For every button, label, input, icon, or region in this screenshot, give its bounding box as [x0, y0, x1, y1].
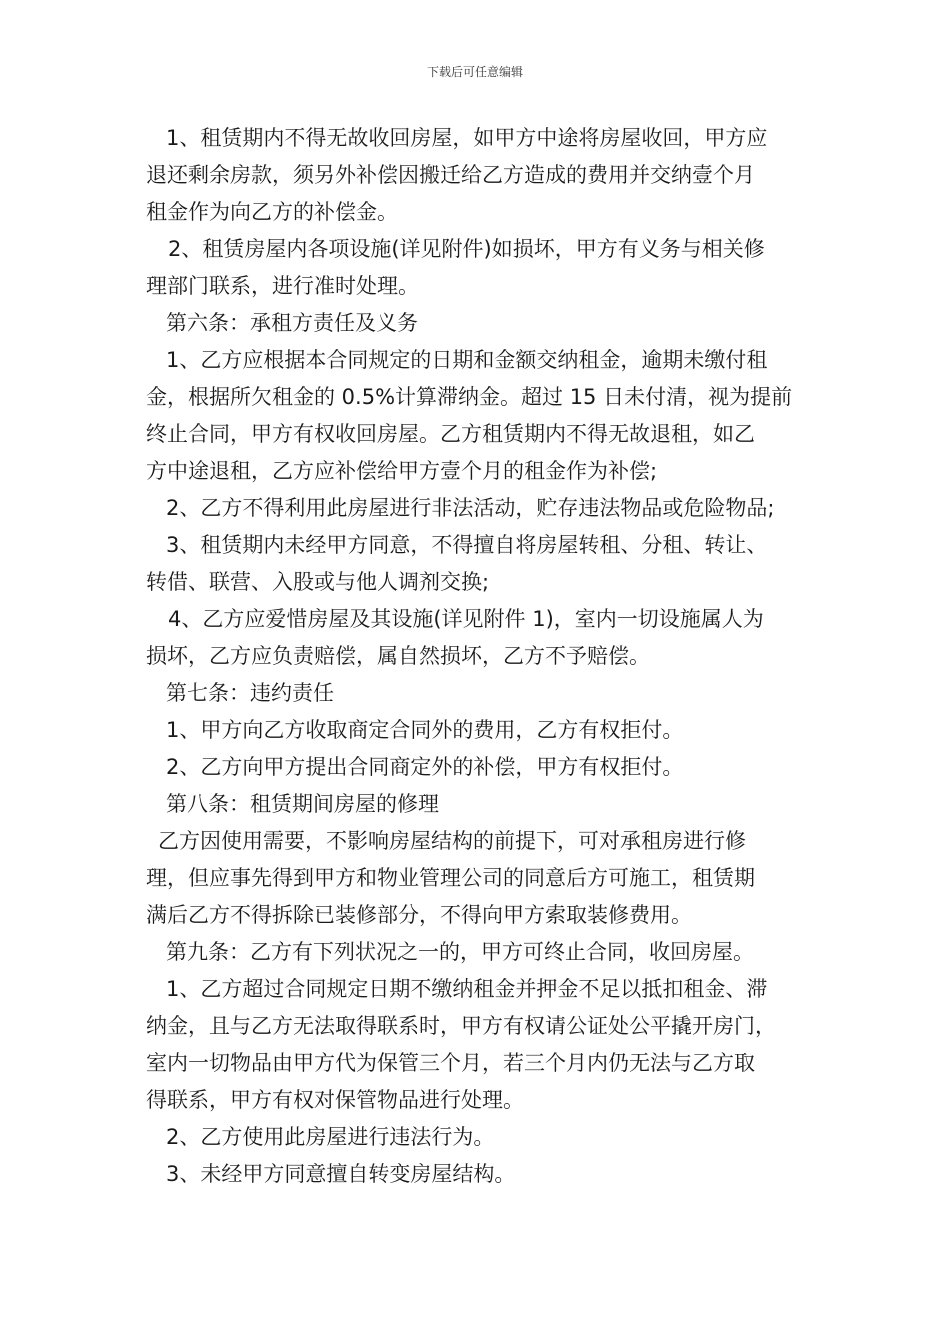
- document-line: 理部门联系，进行准时处理。: [146, 274, 419, 298]
- document-line: 金，根据所欠租金的 0.5%计算滞纳金。超过 15 日未付清，视为提前: [146, 385, 793, 409]
- document-line: 3、租赁期内未经甲方同意，不得擅自将房屋转租、分租、转让、: [166, 533, 768, 557]
- document-line: 第九条：乙方有下列状况之一的，甲方可终止合同，收回房屋。: [166, 940, 754, 964]
- document-line: 理，但应事先得到甲方和物业管理公司的同意后方可施工，租赁期: [146, 866, 755, 890]
- document-line: 3、未经甲方同意擅自转变房屋结构。: [166, 1162, 516, 1186]
- document-line: 方中途退租，乙方应补偿给甲方壹个月的租金作为补偿;: [146, 459, 658, 483]
- document-line: 纳金，且与乙方无法取得联系时，甲方有权请公证处公平撬开房门，: [146, 1014, 776, 1038]
- document-line: 2、乙方使用此房屋进行违法行为。: [166, 1125, 495, 1149]
- document-line: 损坏，乙方应负责赔偿，属自然损坏，乙方不予赔偿。: [146, 644, 650, 668]
- document-line: 2、租赁房屋内各项设施(详见附件)如损坏，甲方有义务与相关修: [168, 237, 765, 261]
- page-header: 下载后可任意编辑: [426, 65, 523, 79]
- document-line: 1、甲方向乙方收取商定合同外的费用，乙方有权拒付。: [166, 718, 684, 742]
- document-line: 1、乙方应根据本合同规定的日期和金额交纳租金，逾期未缴付租: [166, 348, 768, 372]
- document-line: 满后乙方不得拆除已装修部分，不得向甲方索取装修费用。: [146, 903, 692, 927]
- document-line: 第八条：租赁期间房屋的修理: [166, 792, 439, 816]
- document-line: 2、乙方向甲方提出合同商定外的补偿，甲方有权拒付。: [166, 755, 684, 779]
- document-line: 终止合同，甲方有权收回房屋。乙方租赁期内不得无故退租，如乙: [146, 422, 755, 446]
- document-line: 转借、联营、入股或与他人调剂交换;: [146, 570, 490, 594]
- document-line: 1、乙方超过合同规定日期不缴纳租金并押金不足以抵扣租金、滞: [166, 977, 768, 1001]
- document-line: 1、租赁期内不得无故收回房屋，如甲方中途将房屋收回，甲方应: [166, 126, 768, 150]
- document-line: 退还剩余房款，须另外补偿因搬迁给乙方造成的费用并交纳壹个月: [146, 163, 755, 187]
- document-line: 第六条：承租方责任及义务: [166, 311, 418, 335]
- document-body: [146, 120, 811, 1193]
- document-line: 室内一切物品由甲方代为保管三个月，若三个月内仍无法与乙方取: [146, 1051, 755, 1075]
- document-line: 得联系，甲方有权对保管物品进行处理。: [146, 1088, 524, 1112]
- document-line: 4、乙方应爱惜房屋及其设施(详见附件 1)，室内一切设施属人为: [168, 607, 764, 631]
- document-line: 2、乙方不得利用此房屋进行非法活动，贮存违法物品或危险物品;: [166, 496, 775, 520]
- document-line: 乙方因使用需要，不影响房屋结构的前提下，可对承租房进行修: [158, 829, 746, 853]
- document-line: 第七条：违约责任: [166, 681, 334, 705]
- document-line: 租金作为向乙方的补偿金。: [146, 200, 398, 224]
